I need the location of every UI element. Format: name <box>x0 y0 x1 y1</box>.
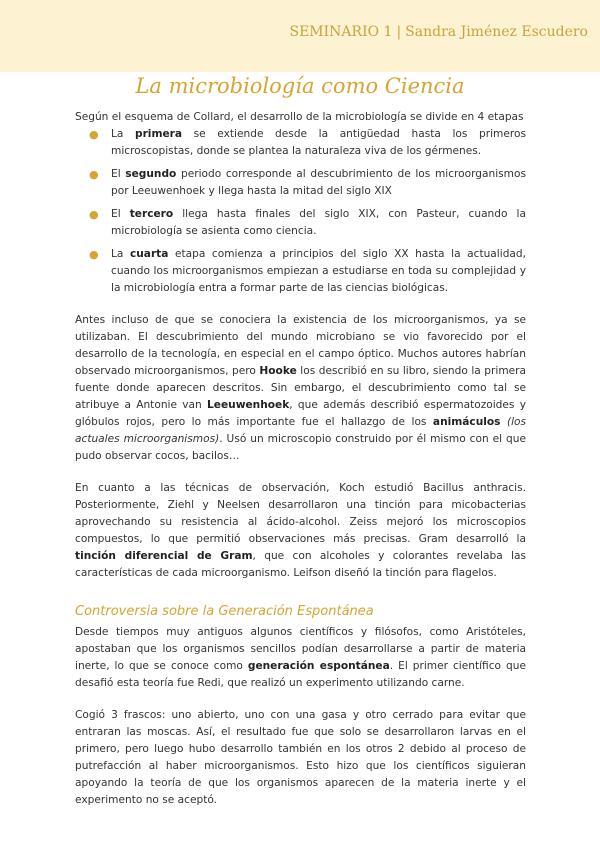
list-item: ● La primera se extiende desde la antigüedad hasta los primeros microscopistas, donde se plantea la naturaleza viva de los gérmenes. <box>89 128 526 157</box>
techniques-paragraph: En cuanto a las técnicas de observación, Koch estudió Bacillus anthracis. Posteriormente, Ziehl y Neelsen desarrollaron una tinción para micobacterias aprovechando su resistencia al ácido-alcohol. Zeiss mejoró los microscopios compuestos, lo que permitió observaciones más precisas. Gram desarrolló la tinción diferencial de Gram, que con alcoholes y colorantes revelaba las características de cada microorganismo. Leifson diseñó la tinción para flagelos. <box>75 482 527 579</box>
header-course: SEMINARIO 1 <box>289 24 393 40</box>
page-title: La microbiología como Ciencia <box>135 74 465 98</box>
list-item: ● El segundo periodo corresponde al descubrimiento de los microorganismos por Leeuwenhoek y llega hasta la mitad del siglo XIX <box>89 168 526 197</box>
history-paragraph: Antes incluso de que se conociera la existencia de los microorganismos, ya se utilizaban. El descubrimiento del mundo microbiano se vio favorecido por el desarrollo de la tecnología, en especial en el campo óptico. Muchos autores habrían observado microorganismos, pero Hooke los describió en su libro, siendo la primera fuente donde aparecen descritos. Sin embargo, el descubrimiento como tal se atribuye a Antonie van Leeuwenhoek, que además describió espermatozoides y glóbulos rojos, pero lo más importante fue el hallazgo de los animáculos (los actuales microorganismos). Usó un microscopio construido por él mismo con el que pudo observar cocos, bacilos… <box>75 314 527 462</box>
header-author: Sandra Jiménez Escudero <box>405 24 588 40</box>
experiment-paragraph: Cogió 3 frascos: uno abierto, uno con una gasa y otro cerrado para evitar que entraran las moscas. Así, el resultado fue que solo se desarrollaron larvas en el primero, pero luego hubo desarrollo también en los otros 2 debido al proceso de putrefacción al haber microorganismos. Esto hizo que los científicos siguieran apoyando la teoría de que los organismos aparecen de la materia inerte y el experimento no se aceptó. <box>75 709 526 806</box>
bullet-icon: ● <box>89 208 99 221</box>
document-body <box>75 109 526 809</box>
stages-list <box>75 126 526 297</box>
controversy-paragraph: Desde tiempos muy antiguos algunos científicos y filósofos, como Aristóteles, apostaban que los organismos sencillos podían desarrollarse a partir de materia inerte, lo que se conoce como generación espontánea. El primer científico que desafió esta teoría fue Redi, que realizó un experimento utilizando carne. <box>75 626 526 689</box>
bullet-icon: ● <box>89 168 99 181</box>
bullet-icon: ● <box>89 248 99 261</box>
bullet-icon: ● <box>89 128 99 141</box>
section-subtitle: Controversia sobre la Generación Espontánea <box>75 604 374 619</box>
running-header <box>290 24 589 40</box>
header-separator: | <box>396 24 402 40</box>
header-band <box>0 0 600 72</box>
list-item: ● El tercero llega hasta finales del siglo XIX, con Pasteur, cuando la microbiología se asienta como ciencia. <box>89 208 526 237</box>
intro-paragraph: Según el esquema de Collard, el desarrollo de la microbiología se divide en 4 etapas <box>75 111 524 123</box>
list-item: ● La cuarta etapa comienza a principios del siglo XX hasta la actualidad, cuando los microorganismos empiezan a estudiarse en toda su complejidad y la microbiología entra a formar parte de las ciencias biológicas. <box>89 248 526 294</box>
